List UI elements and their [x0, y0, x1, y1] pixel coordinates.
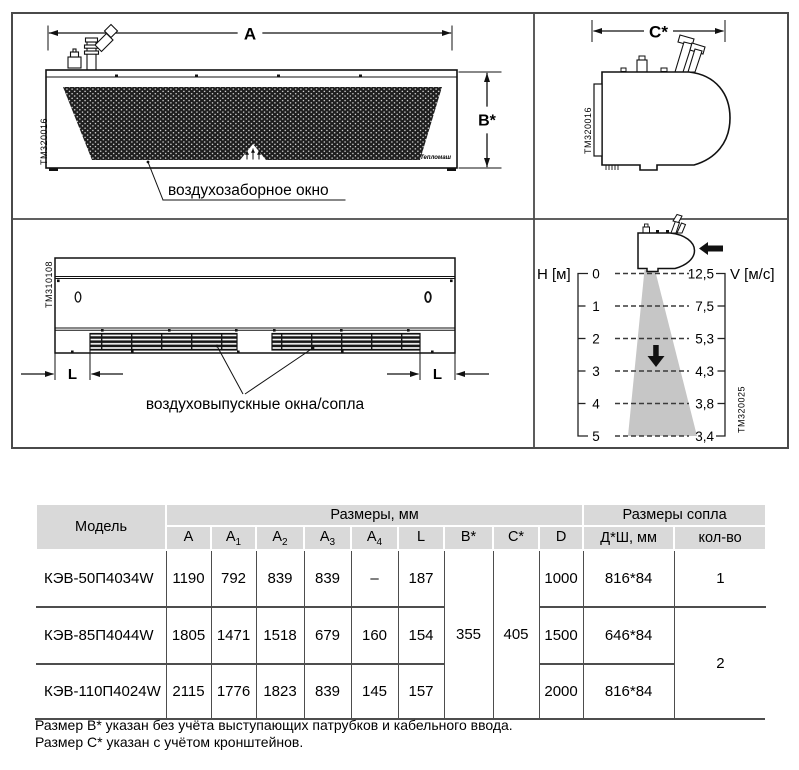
h-tick-3: 3 [592, 364, 600, 379]
cell-a: 2115 [166, 664, 211, 718]
cell-a2: 1823 [256, 664, 304, 718]
cell-a2: 1518 [256, 607, 304, 664]
cell-model: КЭВ-110П4024W [36, 664, 166, 718]
bottom-drawing-code: ТМ310108 [44, 260, 54, 308]
cell-model: КЭВ-85П4044W [36, 607, 166, 664]
dim-c-label: C* [649, 22, 668, 42]
cell-a4: 160 [351, 607, 398, 664]
cell-dw: 816*84 [583, 664, 674, 718]
outlet-label: воздуховыпускные окна/сопла [145, 396, 365, 413]
v-value-2: 5,3 [695, 331, 714, 347]
v-axis-label: V [м/с] [730, 266, 775, 283]
technical-drawings-panel [11, 12, 789, 450]
cell-a3: 839 [304, 550, 351, 607]
col-header-d: D [539, 526, 583, 550]
dim-a-label: A [243, 24, 257, 44]
cell-a2: 839 [256, 550, 304, 607]
cell-a: 1805 [166, 607, 211, 664]
col-group-nozzle: Размеры сопла [583, 504, 766, 526]
outlet-grille-right [272, 334, 420, 351]
dimensions-table [35, 503, 765, 720]
col-header-a2: $A_2$ [256, 526, 304, 550]
cell-dw: 816*84 [583, 550, 674, 607]
dim-l-left-label: L [67, 366, 78, 383]
col-header-nozzle-qty: кол-во [674, 526, 766, 550]
dim-l-right-label: L [432, 366, 443, 383]
brand-logo: Тепломаш [420, 155, 451, 161]
col-header-nozzle-size: Д*Ш, мм [583, 526, 674, 550]
col-header-c: C* [493, 526, 539, 550]
cell-model: КЭВ-50П4034W [36, 550, 166, 607]
cell-b-merged: 355 [444, 550, 493, 718]
cell-a4: – [351, 550, 398, 607]
outlet-grille-left [90, 334, 237, 351]
footnotes [35, 717, 513, 750]
cell-dw: 646*84 [583, 607, 674, 664]
col-header-a3: $A_3$ [304, 526, 351, 550]
side-drawing-code: ТМ320016 [583, 106, 593, 154]
cell-a4: 145 [351, 664, 398, 718]
v-value-1: 7,5 [695, 299, 714, 314]
col-header-a1: $A_1$ [211, 526, 256, 550]
col-group-dimensions: Размеры, мм [166, 504, 583, 526]
h-axis-label: H [м] [537, 266, 571, 283]
h-tick-5: 5 [592, 429, 600, 444]
h-tick-4: 4 [592, 396, 600, 412]
cell-a1: 1776 [211, 664, 256, 718]
v-value-5: 3,4 [695, 429, 714, 444]
flow-drawing-code: ТМ320025 [736, 385, 747, 433]
table-row [36, 664, 766, 718]
cell-a: 1190 [166, 550, 211, 607]
dim-b-label: B* [478, 112, 496, 130]
front-drawing-code: ТМ320016 [39, 117, 49, 165]
cell-qty: 1 [674, 550, 766, 607]
table-row [36, 550, 766, 607]
cell-a1: 1471 [211, 607, 256, 664]
cell-l: 157 [398, 664, 444, 718]
drawings-svg [11, 12, 789, 450]
col-header-a4: $A_4$ [351, 526, 398, 550]
cell-a1: 792 [211, 550, 256, 607]
note-c-star: Размер C* указан с учётом кронштейнов. [35, 733, 304, 750]
h-tick-0: 0 [592, 266, 600, 282]
table-row [36, 607, 766, 664]
h-tick-2: 2 [592, 331, 600, 347]
cell-a3: 679 [304, 607, 351, 664]
intake-label: воздухозаборное окно [168, 182, 329, 199]
v-value-0: 12,5 [687, 266, 714, 282]
cell-c-merged: 405 [493, 550, 539, 718]
cell-qty-merged: 2 [674, 607, 766, 718]
col-header-b: B* [444, 526, 493, 550]
cell-a3: 839 [304, 664, 351, 718]
col-header-l: L [398, 526, 444, 550]
col-header-model: Модель [36, 504, 166, 550]
cell-d: 1000 [539, 550, 583, 607]
note-b-star: Размер B* указан без учёта выступающих патрубков и кабельного ввода. [35, 717, 513, 733]
cell-d: 1500 [539, 607, 583, 664]
cell-l: 154 [398, 607, 444, 664]
cell-l: 187 [398, 550, 444, 607]
v-value-3: 4,3 [695, 364, 714, 379]
front-unit-body [46, 70, 457, 171]
col-header-a: A [166, 526, 211, 550]
cell-d: 2000 [539, 664, 583, 718]
v-value-4: 3,8 [695, 396, 714, 412]
h-tick-1: 1 [592, 299, 600, 314]
bottom-unit-body [55, 258, 455, 353]
